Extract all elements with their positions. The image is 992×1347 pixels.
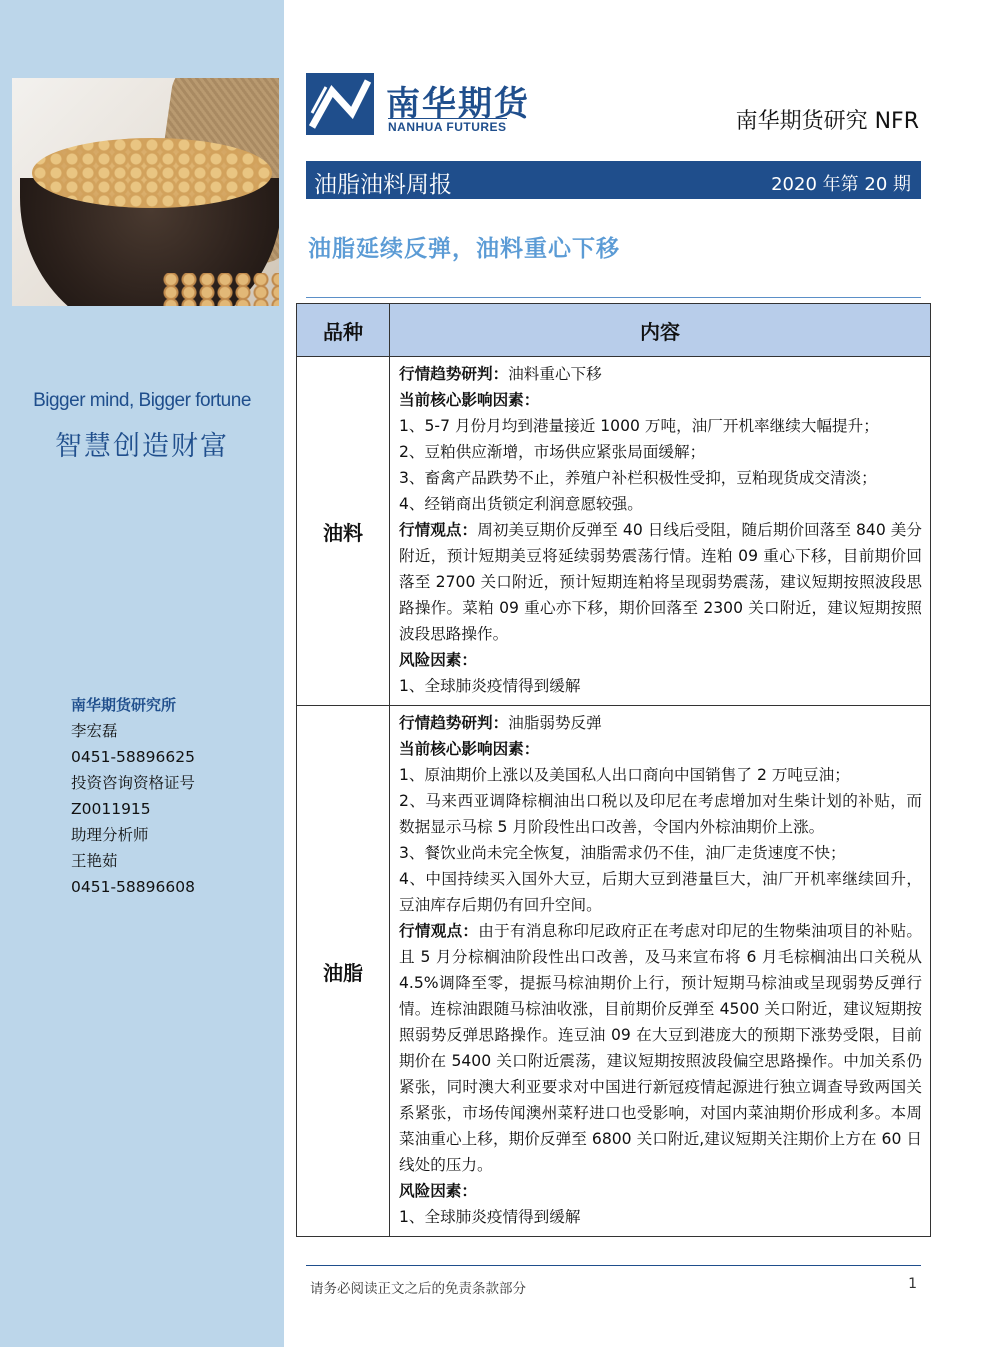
trend-text: 油脂弱势反弹 bbox=[508, 714, 602, 732]
page-number: 1 bbox=[908, 1276, 917, 1292]
assistant-title: 助理分析师 bbox=[71, 826, 149, 844]
view-text: 周初美豆期价反弹至 40 日线后受阻，随后期价回落至 840 美分附近，预计短期美豆将延续弱势震荡行情。连粕 09 重心下移，目前期价回落至 2700 关口附近，预计短期连粕将呈现弱势震荡，建议短期按照波段思路操作。菜粕 09 重心亦下移，期价回落至 2300 关口附近，建议短期按照波段思路操作。 bbox=[399, 521, 922, 643]
soybeans-image bbox=[32, 138, 272, 208]
category-cell: 油脂 bbox=[297, 706, 390, 1237]
factors-label: 当前核心影响因素： bbox=[399, 740, 540, 758]
institute-name: 南华期货研究所 bbox=[71, 696, 177, 714]
view-paragraph bbox=[399, 918, 922, 1178]
factor-item: 1、5-7 月份月均到港量接近 1000 万吨，油厂开机率继续大幅提升； bbox=[399, 417, 879, 435]
view-text: 由于有消息称印尼政府正在考虑对印尼的生物柴油项目的补贴。且 5 月分棕榈油阶段性出口改善，及马来宣布将 6 月毛棕榈油出口关税从 4.5%调降至零，提振马棕油期价上行，预计短期马棕油或呈现弱势反弹行情。连棕油跟随马棕油收涨，目前期价反弹至 4500 关口附近，建议短期按照弱势反弹思路操作。连豆油 09 在大豆到港庞大的预期下涨势受限，目前期价在 5400 关口附近震荡，建议短期按照波段偏空思路操作。中加关系仍紧张，同时澳大利亚要求对中国进行新冠疫情起源进行独立调查导致两国关系紧张，市场传闻澳州菜籽进口也受影响，对国内菜油期价形成利多。本周菜油重心上移，期价反弹至 6800 关口附近,建议短期关注期价上方在 60 日线处的压力。 bbox=[399, 922, 922, 1174]
license-label: 投资咨询资格证号 bbox=[71, 774, 196, 792]
license-number: Z0011915 bbox=[71, 800, 151, 818]
nanhua-logo-icon bbox=[306, 73, 374, 135]
content-cell bbox=[390, 706, 931, 1237]
disclaimer-note: 请务必阅读正文之后的免责条款部分 bbox=[310, 1281, 526, 1297]
trend-label: 行情趋势研判： bbox=[399, 365, 509, 383]
risk-label: 风险因素： bbox=[399, 651, 477, 669]
factor-item: 4、中国持续买入国外大豆，后期大豆到港量巨大，油厂开机率继续回升，豆油库存后期仍有回升空间。 bbox=[399, 870, 922, 914]
table-row-oils bbox=[297, 706, 931, 1237]
trend-text: 油料重心下移 bbox=[508, 365, 602, 383]
soybean-bowl-photo bbox=[12, 78, 279, 306]
analyst-name: 李宏磊 bbox=[71, 722, 118, 740]
logo-chinese: 南华期货 bbox=[386, 84, 530, 124]
risk-item: 1、全球肺炎疫情得到缓解 bbox=[399, 677, 581, 695]
analyst-phone: 0451-58896625 bbox=[71, 748, 195, 766]
category-cell: 油料 bbox=[297, 357, 390, 706]
issue-number: 2020 年第 20 期 bbox=[771, 174, 911, 195]
content-cell bbox=[390, 357, 931, 706]
view-paragraph bbox=[399, 517, 922, 647]
summary-table bbox=[296, 303, 931, 1237]
headline-divider bbox=[306, 297, 921, 298]
logo-english: NANHUA FUTURES bbox=[388, 120, 507, 134]
view-label: 行情观点： bbox=[399, 521, 478, 539]
trend-label: 行情趋势研判： bbox=[399, 714, 509, 732]
column-header-category: 品种 bbox=[297, 304, 390, 357]
risk-item: 1、全球肺炎疫情得到缓解 bbox=[399, 1208, 581, 1226]
analyst-contact bbox=[71, 692, 195, 900]
table-header-row bbox=[297, 304, 931, 357]
assistant-name: 王艳茹 bbox=[71, 852, 118, 870]
headline: 油脂延续反弹，油料重心下移 bbox=[308, 236, 620, 262]
factor-item: 2、豆粕供应渐增，市场供应紧张局面缓解； bbox=[399, 443, 706, 461]
trend-line bbox=[399, 710, 922, 736]
factor-item: 3、餐饮业尚未完全恢复，油脂需求仍不佳，油厂走货速度不快； bbox=[399, 844, 846, 862]
report-title: 油脂油料周报 bbox=[314, 172, 452, 198]
factor-item: 2、马来西亚调降棕榈油出口税以及印尼在考虑增加对生柴计划的补贴，而数据显示马棕 5 月阶段性出口改善，令国内外棕油期价上涨。 bbox=[399, 792, 922, 836]
factor-item: 1、原油期价上涨以及美国私人出口商向中国销售了 2 万吨豆油； bbox=[399, 766, 850, 784]
assistant-phone: 0451-58896608 bbox=[71, 878, 195, 896]
report-title-bar bbox=[306, 161, 921, 199]
table-row-oilseeds bbox=[297, 357, 931, 706]
slogan-english: Bigger mind, Bigger fortune bbox=[33, 390, 251, 411]
slogan-chinese: 智慧创造财富 bbox=[55, 431, 229, 462]
factor-item: 4、经销商出货锁定利润意愿较强。 bbox=[399, 495, 643, 513]
brand-title: 南华期货研究 NFR bbox=[735, 109, 919, 134]
trend-line bbox=[399, 361, 922, 387]
sidebar bbox=[0, 0, 284, 1347]
risk-label: 风险因素： bbox=[399, 1182, 477, 1200]
footer-divider bbox=[306, 1265, 921, 1266]
factors-label: 当前核心影响因素： bbox=[399, 391, 540, 409]
column-header-content: 内容 bbox=[390, 304, 931, 357]
scattered-soybeans-image bbox=[162, 273, 279, 306]
view-label: 行情观点： bbox=[399, 922, 479, 940]
factor-item: 3、畜禽产品跌势不止，养殖户补栏积极性受抑，豆粕现货成交清淡； bbox=[399, 469, 877, 487]
